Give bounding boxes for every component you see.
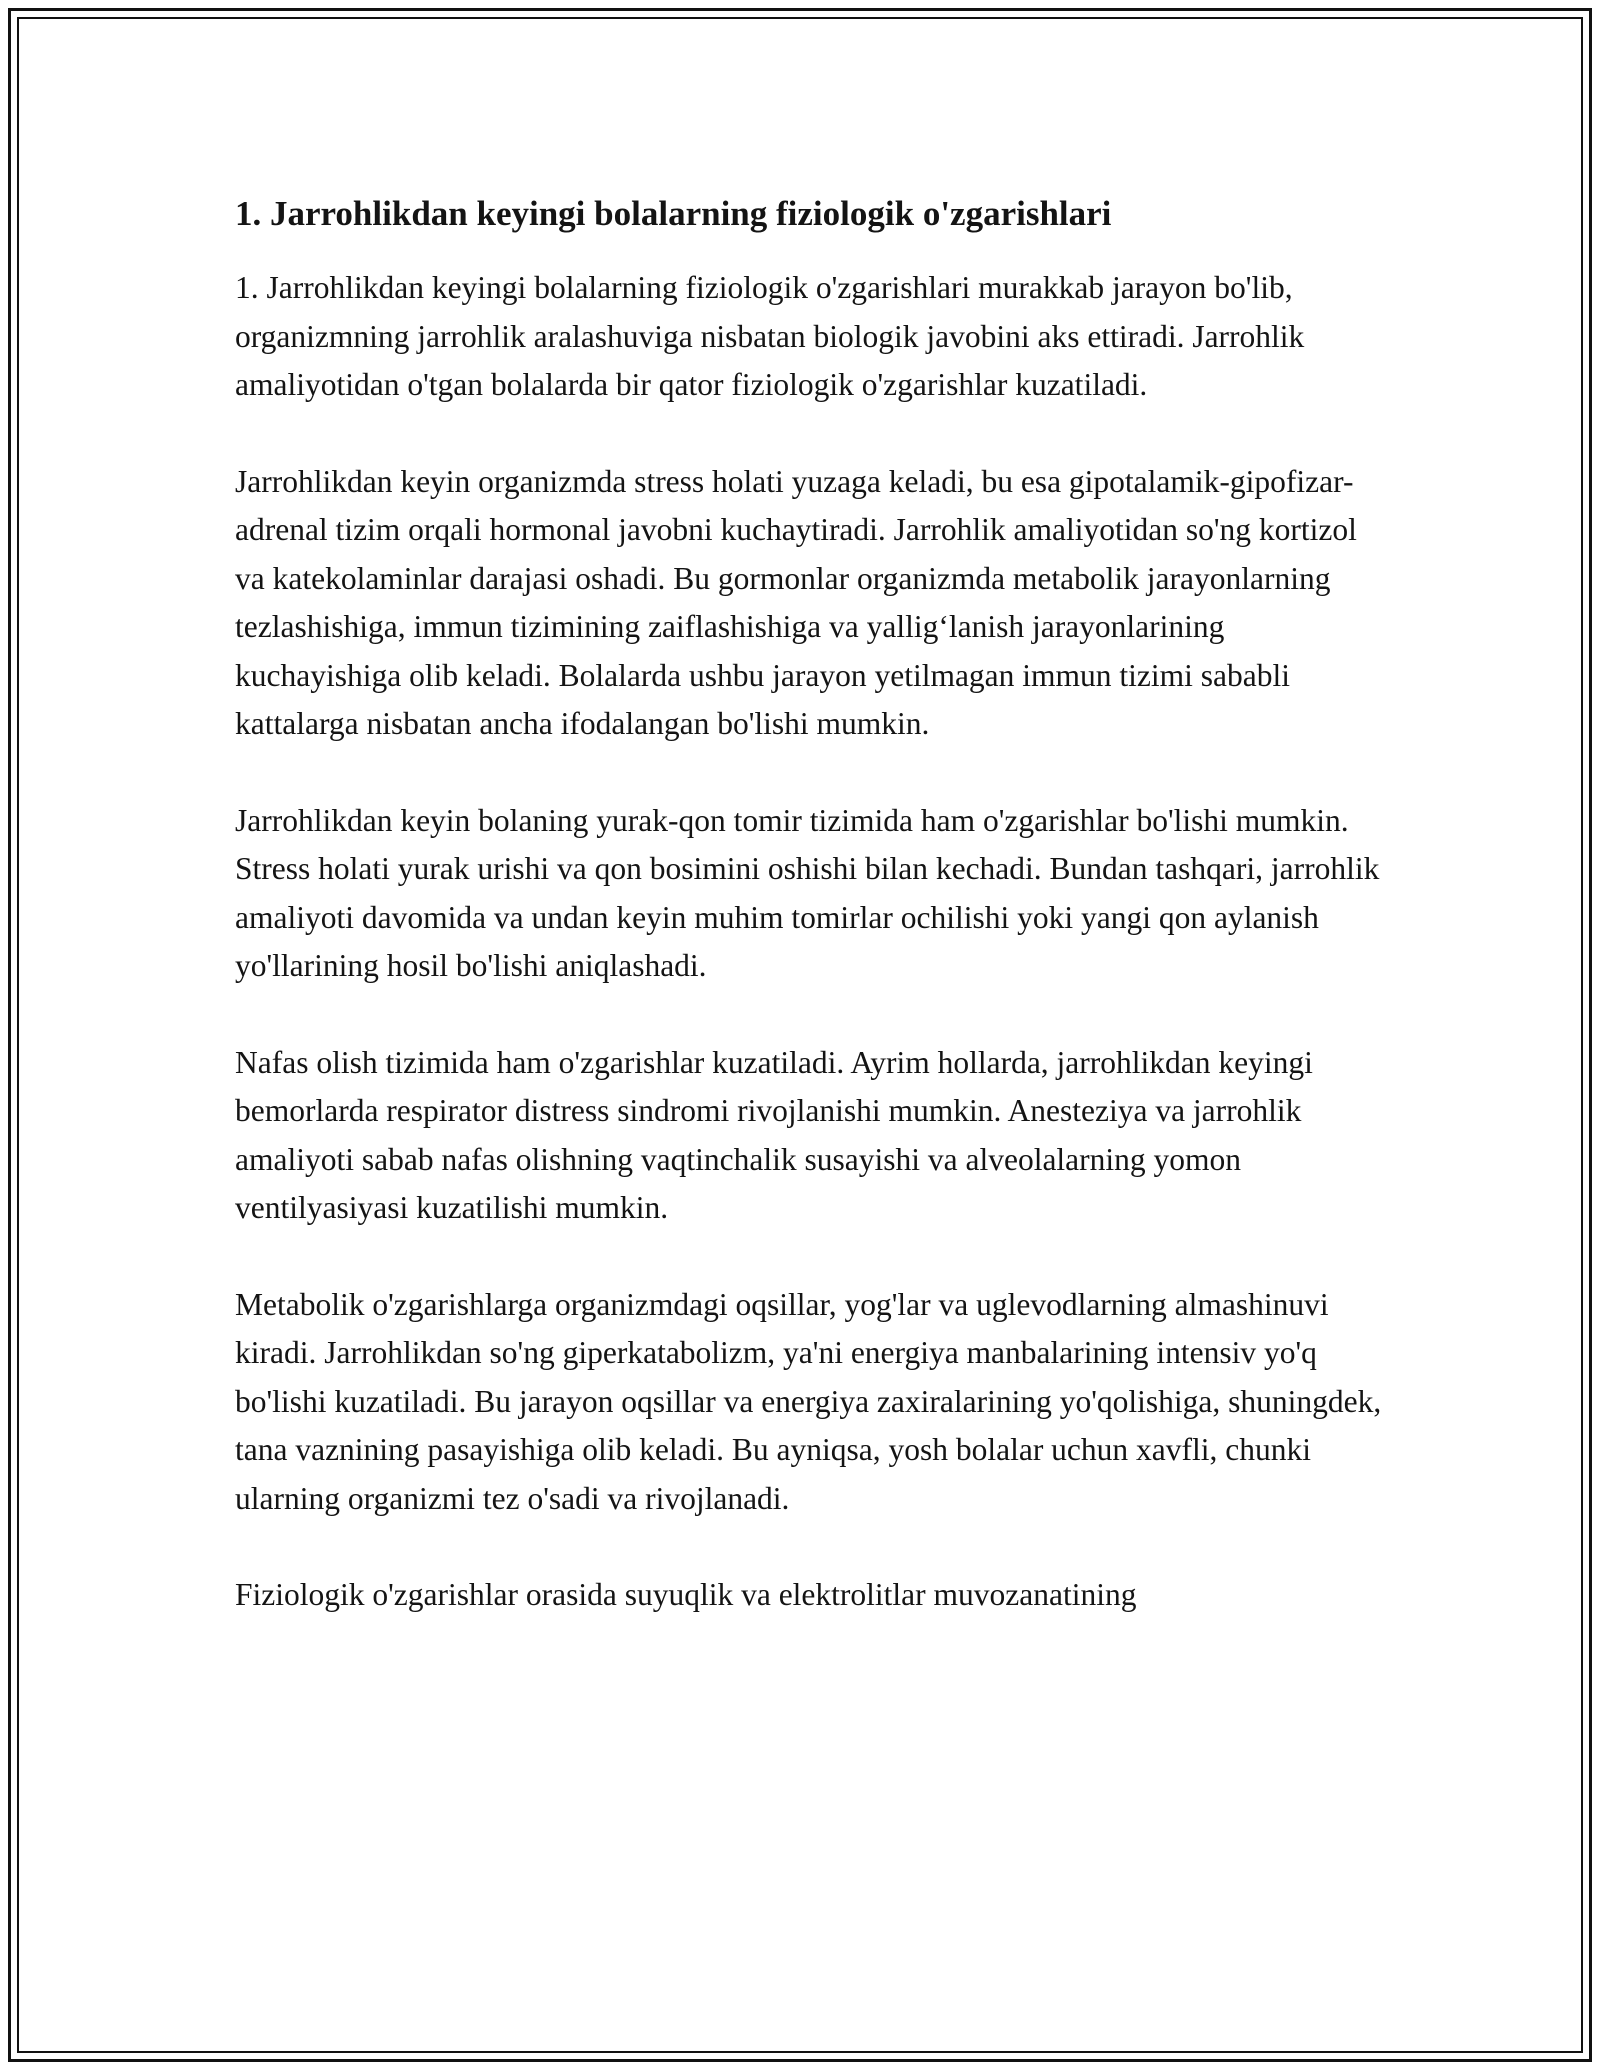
paragraph-stress-response: Jarrohlikdan keyin organizmda stress holati yuzaga keladi, bu esa gipotalamik-gipofizar-adrenal tizim orqali hormonal javobni kuchaytiradi. Jarrohlik amaliyotidan so'ng kortizol va katekolaminlar darajasi oshadi. Bu gormonlar organizmda metabolik jarayonlarning tezlashishiga, immun tizimining zaiflashishiga va yallig‘lanish jarayonlarining kuchayishiga olib keladi. Bolalarda ushbu jarayon yetilmagan immun tizimi sababli kattalarga nisbatan ancha ifodalangan bo'lishi mumkin. bbox=[235, 463, 1357, 741]
paragraph-intro: 1. Jarrohlikdan keyingi bolalarning fiziologik o'zgarishlari murakkab jarayon bo'lib, organizmning jarrohlik aralashuviga nisbatan biologik javobini aks ettiradi. Jarrohlik amaliyotidan o'tgan bolalarda bir qator fiziologik o'zgarishlar kuzatiladi. bbox=[235, 270, 1305, 402]
section-heading: 1. Jarrohlikdan keyingi bolalarning fiziologik o'zgarishlari bbox=[235, 194, 1112, 233]
paragraph-cardiovascular: Jarrohlikdan keyin bolaning yurak-qon tomir tizimida ham o'zgarishlar bo'lishi mumkin. Stress holati yurak urishi va qon bosimini oshishi bilan kechadi. Bundan tashqari, jarrohlik amaliyoti davomida va undan keyin muhim tomirlar ochilishi yoki yangi qon aylanish yo'llarining hosil bo'lishi aniqlashadi. bbox=[235, 802, 1380, 983]
paragraph-metabolic: Metabolik o'zgarishlarga organizmdagi oqsillar, yog'lar va uglevodlarning almashinuvi kiradi. Jarrohlikdan so'ng giperkatabolizm, ya'ni energiya manbalarining intensiv yo'q bo'lishi kuzatiladi. Bu jarayon oqsillar va energiya zaxiralarining yo'qolishiga, shuningdek, tana vaznining pasayishiga olib keladi. Bu ayniqsa, yosh bolalar uchun xavfli, chunki ularning organizmi tez o'sadi va rivojlanadi. bbox=[235, 1286, 1382, 1516]
paragraph-fluid-electrolyte: Fiziologik o'zgarishlar orasida suyuqlik va elektrolitlar muvozanatining bbox=[235, 1577, 1137, 1612]
paragraph-respiratory: Nafas olish tizimida ham o'zgarishlar kuzatiladi. Ayrim hollarda, jarrohlikdan keyingi bemorlarda respirator distress sindromi rivojlanishi mumkin. Anesteziya va jarrohlik amaliyoti sabab nafas olishning vaqtinchalik susayishi va alveolalarning yomon ventilyasiyasi kuzatilishi mumkin. bbox=[235, 1044, 1313, 1225]
document-body bbox=[235, 190, 1385, 1668]
